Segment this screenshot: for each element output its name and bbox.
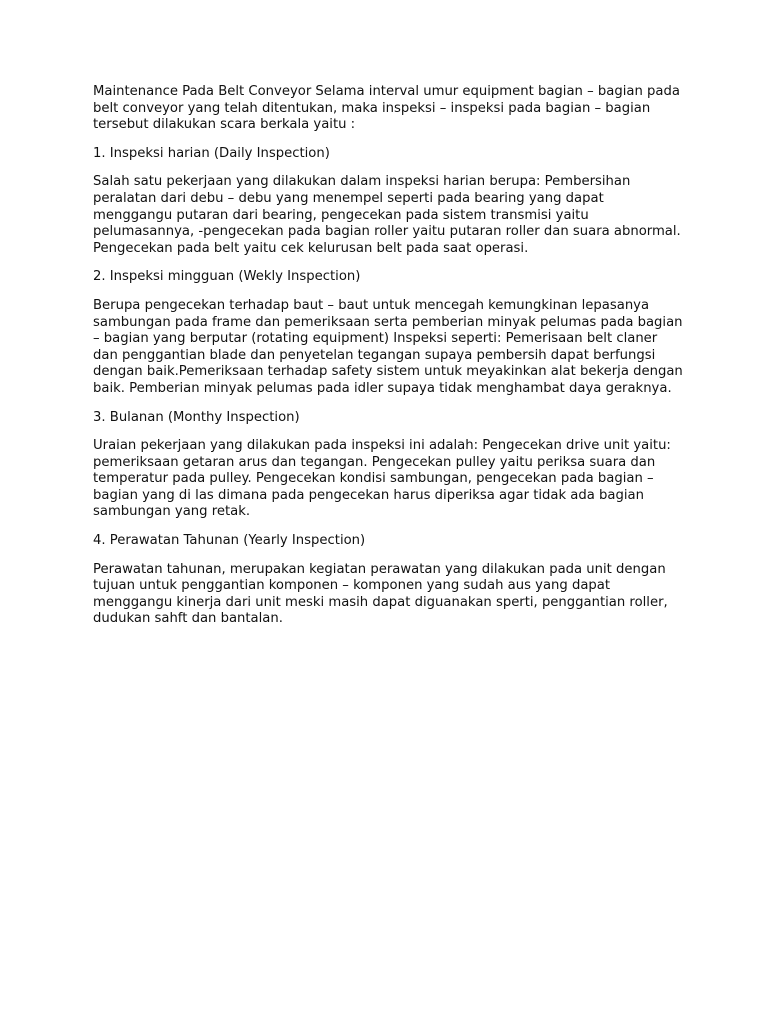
- section-heading-monthly: 3. Bulanan (Monthy Inspection): [93, 409, 300, 425]
- section-heading-yearly: 4. Perawatan Tahunan (Yearly Inspection): [93, 533, 366, 549]
- section-body-monthly: Uraian pekerjaan yang dilakukan pada inspeksi ini adalah: Pengecekan drive unit yaitu: pemeriksaan getaran arus dan tegangan. Pengecekan pulley yaitu periksa suara dan temperatur pada pulley. Pengecekan kondisi sambungan, pengecekan pada bagian – bagian yang di las dimana pada pengecekan harus diperiksa agar tidak ada bagian sambungan yang retak.: [93, 438, 671, 520]
- document-body: [93, 84, 683, 640]
- section-body-yearly: Perawatan tahunan, merupakan kegiatan perawatan yang dilakukan pada unit dengan tujuan untuk penggantian komponen – komponen yang sudah aus yang dapat menggangu kinerja dari unit meski masih dapat diguanakan sperti, penggantian roller, dudukan sahft dan bantalan.: [93, 561, 668, 627]
- section-body-daily: Salah satu pekerjaan yang dilakukan dalam inspeksi harian berupa: Pembersihan peralatan dari debu – debu yang menempel seperti pada bearing yang dapat menggangu putaran dari bearing, pengecekan pada sistem transmisi yaitu pelumasannya, -pengecekan pada bagian roller yaitu putaran roller dan suara abnormal. Pengecekan pada belt yaitu cek kelurusan belt pada saat operasi.: [93, 174, 681, 256]
- section-body-weekly: Berupa pengecekan terhadap baut – baut untuk mencegah kemungkinan lepasanya sambungan pada frame dan pemeriksaan serta pemberian minyak pelumas pada bagian – bagian yang berputar (rotating equipment) Inspeksi seperti: Pemerisaan belt claner dan penggantian blade dan penyetelan tegangan supaya pembersih dapat berfungsi dengan baik.Pemeriksaan terhadap safety sistem untuk meyakinkan alat bekerja dengan baik. Pemberian minyak pelumas pada idler supaya tidak menghambat daya geraknya.: [93, 297, 683, 396]
- intro-paragraph: Maintenance Pada Belt Conveyor Selama interval umur equipment bagian – bagian pada belt conveyor yang telah ditentukan, maka inspeksi – inspeksi pada bagian – bagian tersebut dilakukan scara berkala yaitu :: [93, 84, 680, 133]
- section-heading-weekly: 2. Inspeksi mingguan (Wekly Inspection): [93, 269, 361, 285]
- section-heading-daily: 1. Inspeksi harian (Daily Inspection): [93, 145, 330, 161]
